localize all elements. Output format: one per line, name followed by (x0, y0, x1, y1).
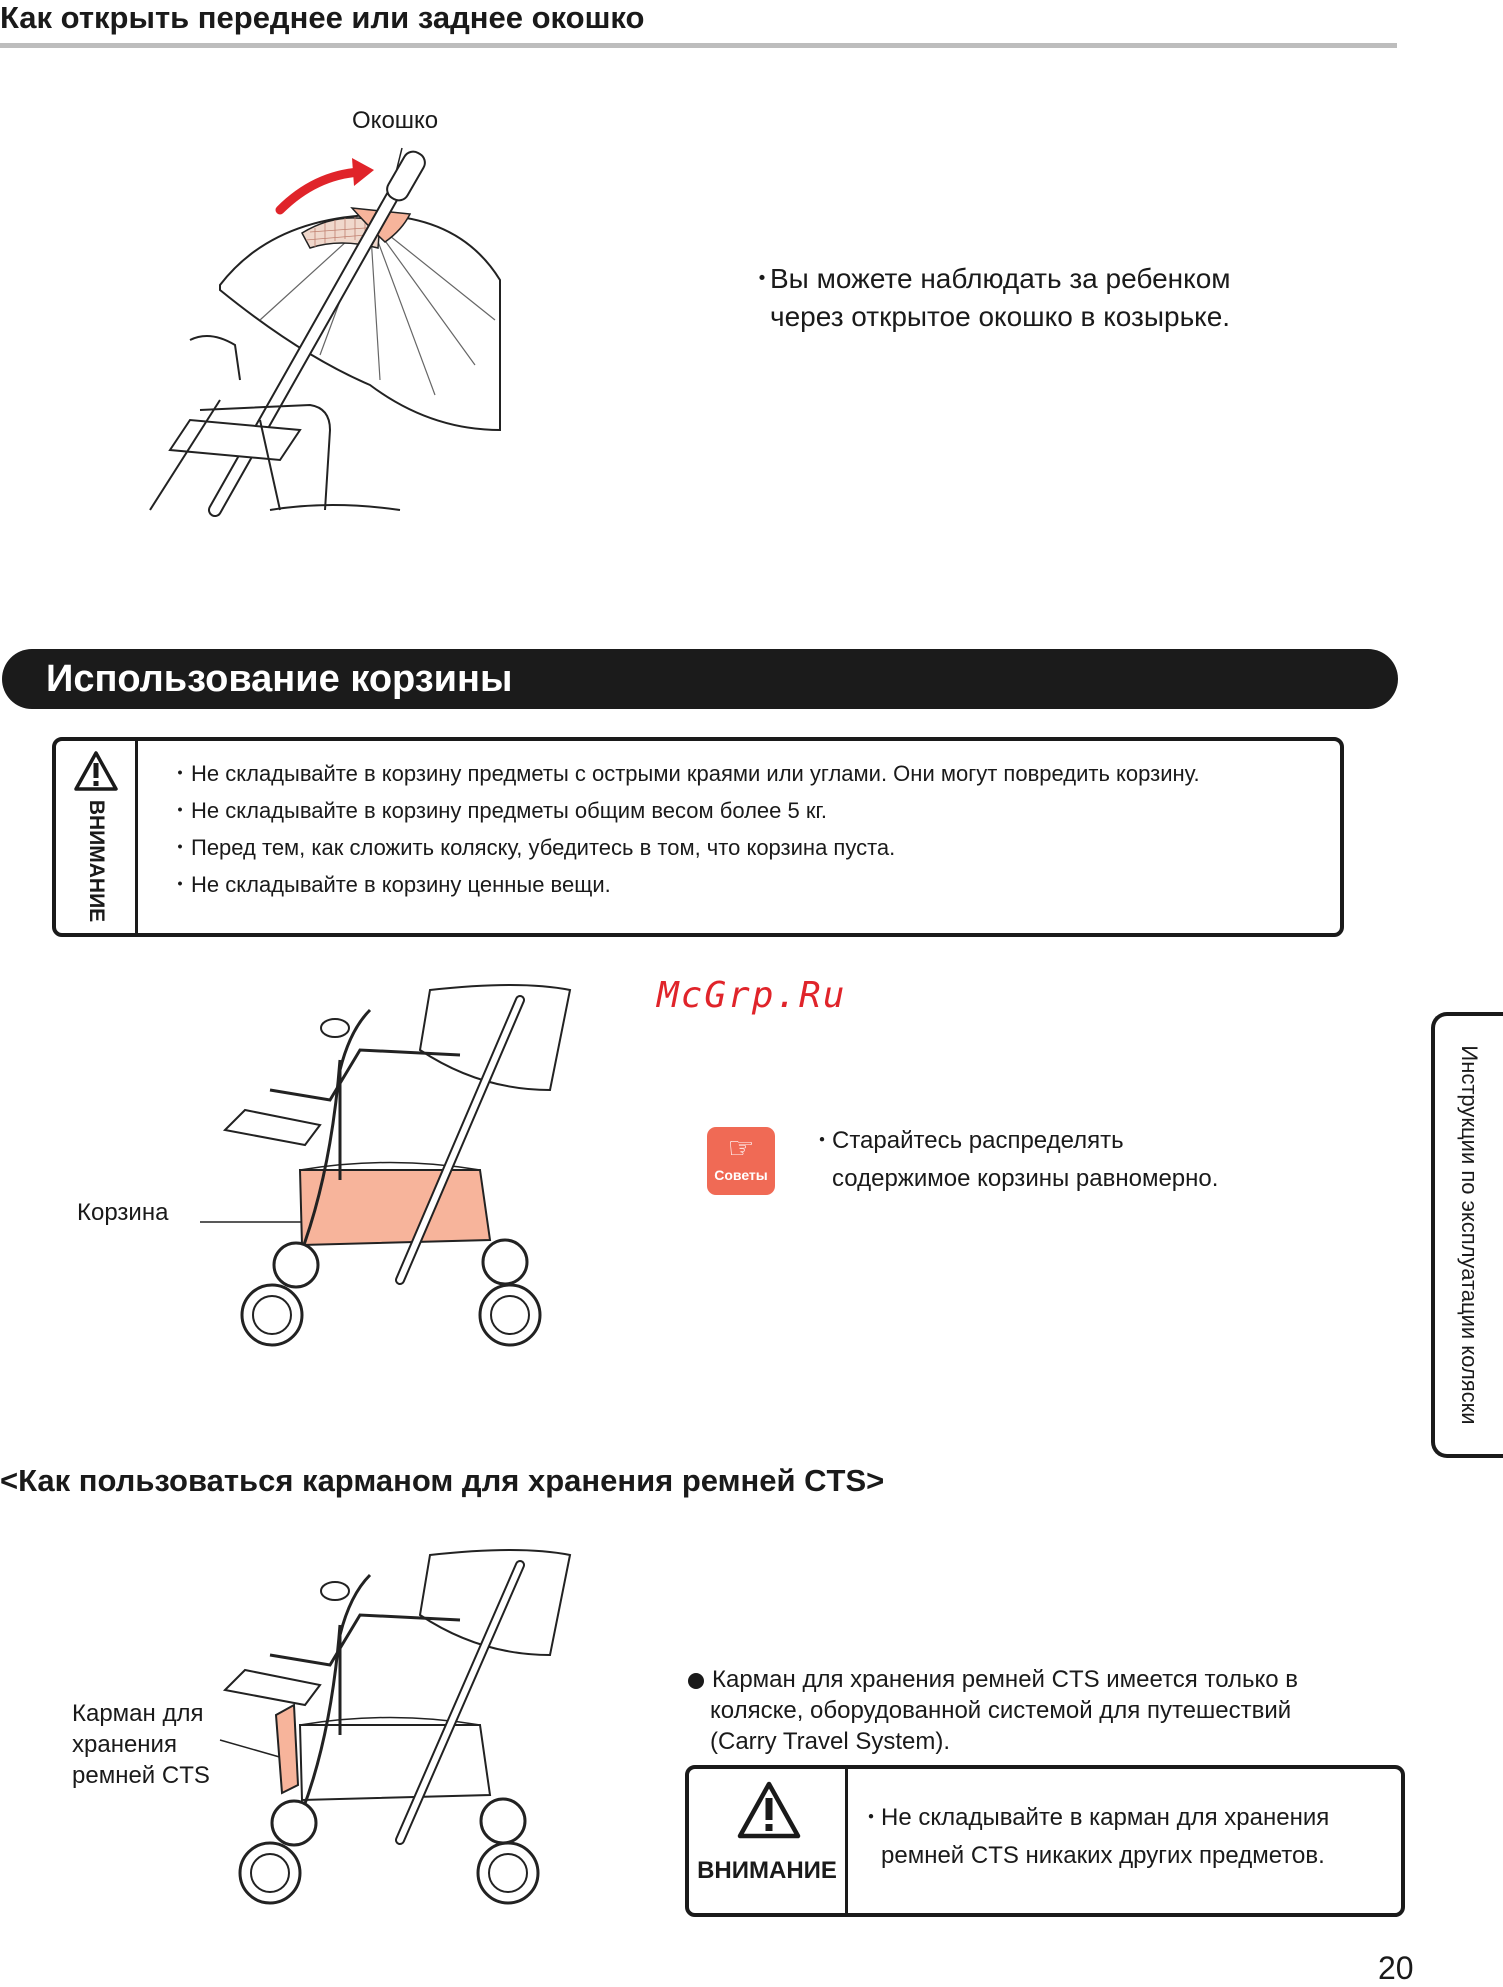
cts-warning-line-2: ремней CTS никаких других предметов. (881, 1842, 1325, 1869)
window-text-line-1: ・Вы можете наблюдать за ребенком (748, 260, 1231, 298)
cts-warning-box (685, 1765, 1405, 1917)
window-instruction-text (748, 260, 1231, 336)
list-item: ・Перед тем, как сложить коляску, убедитесь в том, что корзина пуста. (169, 835, 896, 860)
cts-info-line-1: Карман для хранения ремней CTS имеется только в (712, 1666, 1299, 1693)
stroller-canopy-illustration (130, 130, 550, 520)
warning-triangle-icon (737, 1781, 801, 1839)
section-banner-basket: Использование корзины (2, 649, 1398, 709)
warning-label: ВНИМАНИЕ (85, 799, 108, 923)
window-callout-label: Окошко (352, 107, 439, 134)
tips-line-1: ・Старайтесь распределять (810, 1127, 1124, 1154)
stroller-basket-illustration (190, 990, 590, 1350)
cts-callout-line-3: ремней CTS (72, 1762, 210, 1789)
window-text-line-2: через открытое окошко в козырьке. (770, 301, 1231, 332)
cts-warning-line-1: ・Не складывайте в карман для хранения (859, 1804, 1330, 1831)
page-number: 20 (1378, 1950, 1414, 1986)
tips-badge-label: Советы (714, 1167, 768, 1183)
warning-label-cell (689, 1769, 848, 1913)
side-tab (1431, 1012, 1503, 1458)
section-title-window: Как открыть переднее или заднее окошко (0, 0, 645, 35)
section-title-cts: <Как пользоваться карманом для хранения ремней CTS> (0, 1463, 885, 1498)
pointing-hand-icon: ☞ (727, 1132, 755, 1165)
warning-label: ВНИМАНИЕ (697, 1857, 837, 1884)
basket-warning-box (52, 737, 1344, 937)
watermark: McGrp.Ru (657, 975, 847, 1016)
warning-triangle-icon (74, 751, 118, 791)
basket-callout-label: Корзина (77, 1199, 169, 1226)
bullet-circle-icon (688, 1673, 704, 1689)
tips-text (810, 1122, 1218, 1198)
cts-info-text (688, 1664, 1298, 1757)
list-item: ・Не складывайте в корзину предметы общим весом более 5 кг. (169, 798, 827, 823)
tips-badge (707, 1127, 775, 1195)
cts-info-line-2: коляске, оборудованной системой для путешествий (710, 1697, 1292, 1724)
cts-warning-text (859, 1799, 1329, 1875)
stroller-cts-pocket-illustration (190, 1555, 590, 1915)
tips-line-2: содержимое корзины равномерно. (832, 1165, 1219, 1192)
cts-callout-label (72, 1698, 210, 1791)
basket-warning-list (169, 755, 1200, 903)
side-tab-label: Инструкции по эксплуатации коляски (1457, 1045, 1482, 1425)
cts-info-line-3: (Carry Travel System). (710, 1728, 951, 1755)
warning-label-cell (56, 741, 138, 933)
title-underline (0, 43, 1397, 48)
list-item: ・Не складывайте в корзину ценные вещи. (169, 872, 611, 897)
bullet: ・ (748, 263, 777, 294)
cts-callout-line-2: хранения (72, 1731, 177, 1758)
list-item: ・Не складывайте в корзину предметы с острыми краями или углами. Они могут повредить корзину. (169, 761, 1200, 786)
cts-callout-line-1: Карман для (72, 1700, 204, 1727)
